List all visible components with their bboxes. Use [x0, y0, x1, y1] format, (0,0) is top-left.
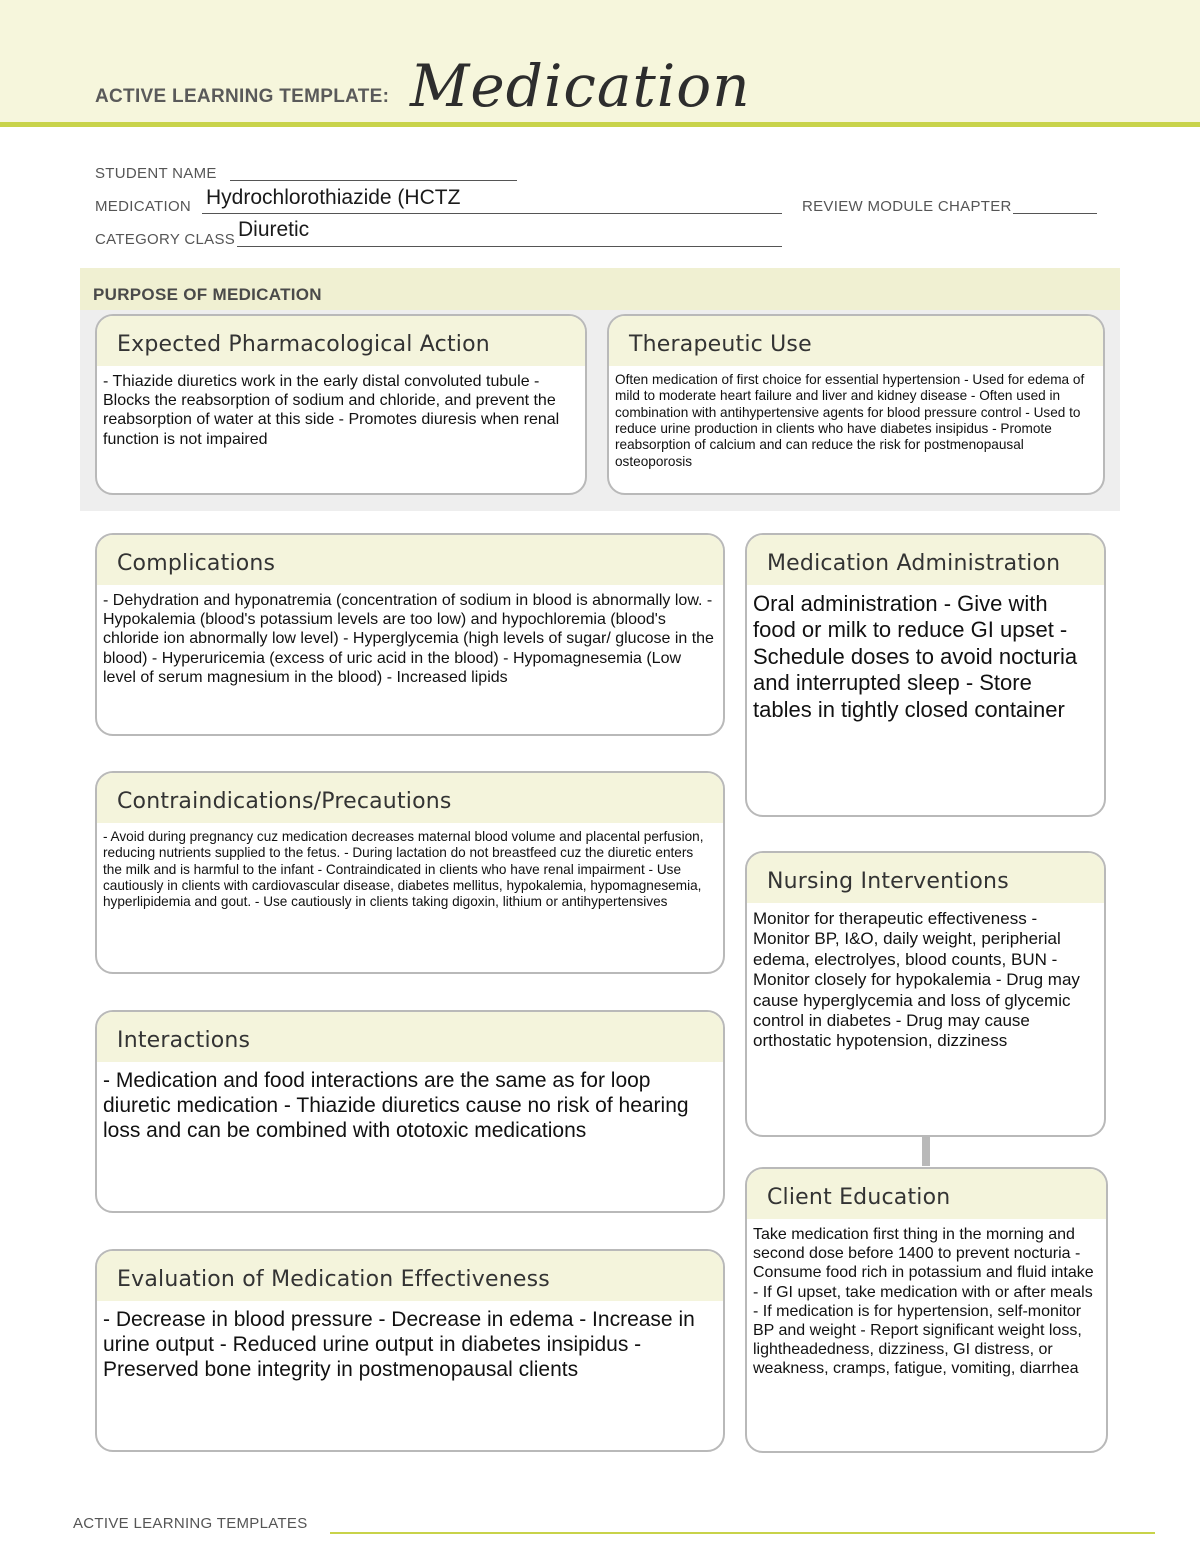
category-class-label: CATEGORY CLASS	[95, 231, 236, 248]
footer-divider	[330, 1532, 1155, 1534]
interactions-body[interactable]: - Medication and food interactions are the same as for loop diuretic medication - Thiazide diuretics cause no risk of hearing loss and can be combined with ototoxic medications	[103, 1069, 689, 1143]
expected-action-title: Expected Pharmacological Action	[97, 316, 585, 366]
expected-action-card	[95, 314, 587, 495]
interactions-title: Interactions	[97, 1012, 723, 1062]
interactions-card	[95, 1010, 725, 1213]
medication-administration-title: Medication Administration	[747, 535, 1104, 585]
medication-administration-body[interactable]: Oral administration - Give with food or milk to reduce GI upset - Schedule doses to avoid nocturia and interrupted sleep - Store tables in tightly closed container	[753, 591, 1078, 722]
page-title: Medication	[410, 52, 751, 120]
footer-label: ACTIVE LEARNING TEMPLATES	[73, 1515, 308, 1532]
complications-title: Complications	[97, 535, 723, 585]
client-education-body[interactable]: Take medication first thing in the morning and second dose before 1400 to prevent nocturia - Consume food rich in potassium and fluid intake - If GI upset, take medication with or after meals - If medication is for hypertension, self-monitor BP and weight - Report significant weight loss, lightheadedness, dizziness, GI distress, or weakness, cramps, fatigue, vomiting, diarrhea	[753, 1226, 1094, 1378]
contraindications-title: Contraindications/Precautions	[97, 773, 723, 823]
expected-action-body[interactable]: - Thiazide diuretics work in the early distal convoluted tubule - Blocks the reabsorption of sodium and chloride, and prevent the reabsorption of water at this side - Promotes diuresis when renal function is not impaired	[103, 373, 560, 448]
nursing-interventions-card	[745, 851, 1106, 1137]
therapeutic-use-title: Therapeutic Use	[609, 316, 1103, 366]
client-education-title: Client Education	[747, 1169, 1106, 1219]
category-class-value: Diuretic	[238, 218, 310, 241]
student-name-label: STUDENT NAME	[95, 165, 217, 182]
contraindications-card	[95, 771, 725, 974]
complications-card	[95, 533, 725, 736]
nursing-interventions-title: Nursing Interventions	[747, 853, 1104, 903]
evaluation-body[interactable]: - Decrease in blood pressure - Decrease in edema - Increase in urine output - Reduced urine output in diabetes insipidus - Preserved bone integrity in postmenopausal clients	[103, 1308, 695, 1382]
header-divider	[0, 122, 1200, 127]
evaluation-title: Evaluation of Medication Effectiveness	[97, 1251, 723, 1301]
complications-body[interactable]: - Dehydration and hyponatremia (concentration of sodium in blood is abnormally low. - Hypokalemia (blood's potassium levels are too low) and hypochloremia (blood's chloride ion abnormally low level) - Hyperglycemia (high levels of sugar/ glucose in the blood) - Hyperuricemia (excess of uric acid in the blood) - Hypomagnesemia (Low level of serum magnesium in the blood) - Increased lipids	[103, 592, 714, 686]
purpose-title: PURPOSE OF MEDICATION	[93, 285, 322, 304]
therapeutic-use-body[interactable]: Often medication of first choice for essential hypertension - Used for edema of mild to moderate heart failure and liver and kidney disease - Often used in combination with antihypertensive agents for blood pressure control - Used to reduce urine production in clients who have diabetes insipidus - Promote reabsorption of calcium and can reduce the risk for postmenopausal osteoporosis	[615, 372, 1085, 469]
template-label: ACTIVE LEARNING TEMPLATE:	[95, 86, 390, 107]
category-class-field[interactable]	[237, 229, 782, 247]
card-connector	[922, 1136, 930, 1166]
evaluation-card	[95, 1249, 725, 1452]
student-name-field[interactable]	[230, 164, 517, 181]
medication-label: MEDICATION	[95, 198, 192, 215]
review-module-label: REVIEW MODULE CHAPTER	[802, 198, 1012, 215]
therapeutic-use-card	[607, 314, 1105, 495]
review-module-field[interactable]	[1013, 196, 1097, 214]
client-education-card	[745, 1167, 1108, 1453]
medication-value: Hydrochlorothiazide (HCTZ	[206, 186, 461, 209]
medication-administration-card	[745, 533, 1106, 817]
nursing-interventions-body[interactable]: Monitor for therapeutic effectiveness - Monitor BP, I&O, daily weight, peripherial edema, electrolyes, blood counts, BUN - Monitor closely for hypokalemia - Drug may cause hyperglycemia and loss of glycemic control in diabetes - Drug may cause orthostatic hypotension, dizziness	[753, 909, 1080, 1051]
contraindications-body[interactable]: - Avoid during pregnancy cuz medication decreases maternal blood volume and placental perfusion, reducing nutrients supplied to the fetus. - During lactation do not breastfeed cuz the diuretic enters the milk and is harmful to the infant - Contraindicated in clients who have renal impairment - Use cautiously in clients with cardiovascular disease, diabetes mellitus, hypokalemia, hypomagnesemia, hyperlipidemia and gout. - Use cautiously in clients taking digoxin, lithium or antihypertensives	[103, 829, 704, 910]
